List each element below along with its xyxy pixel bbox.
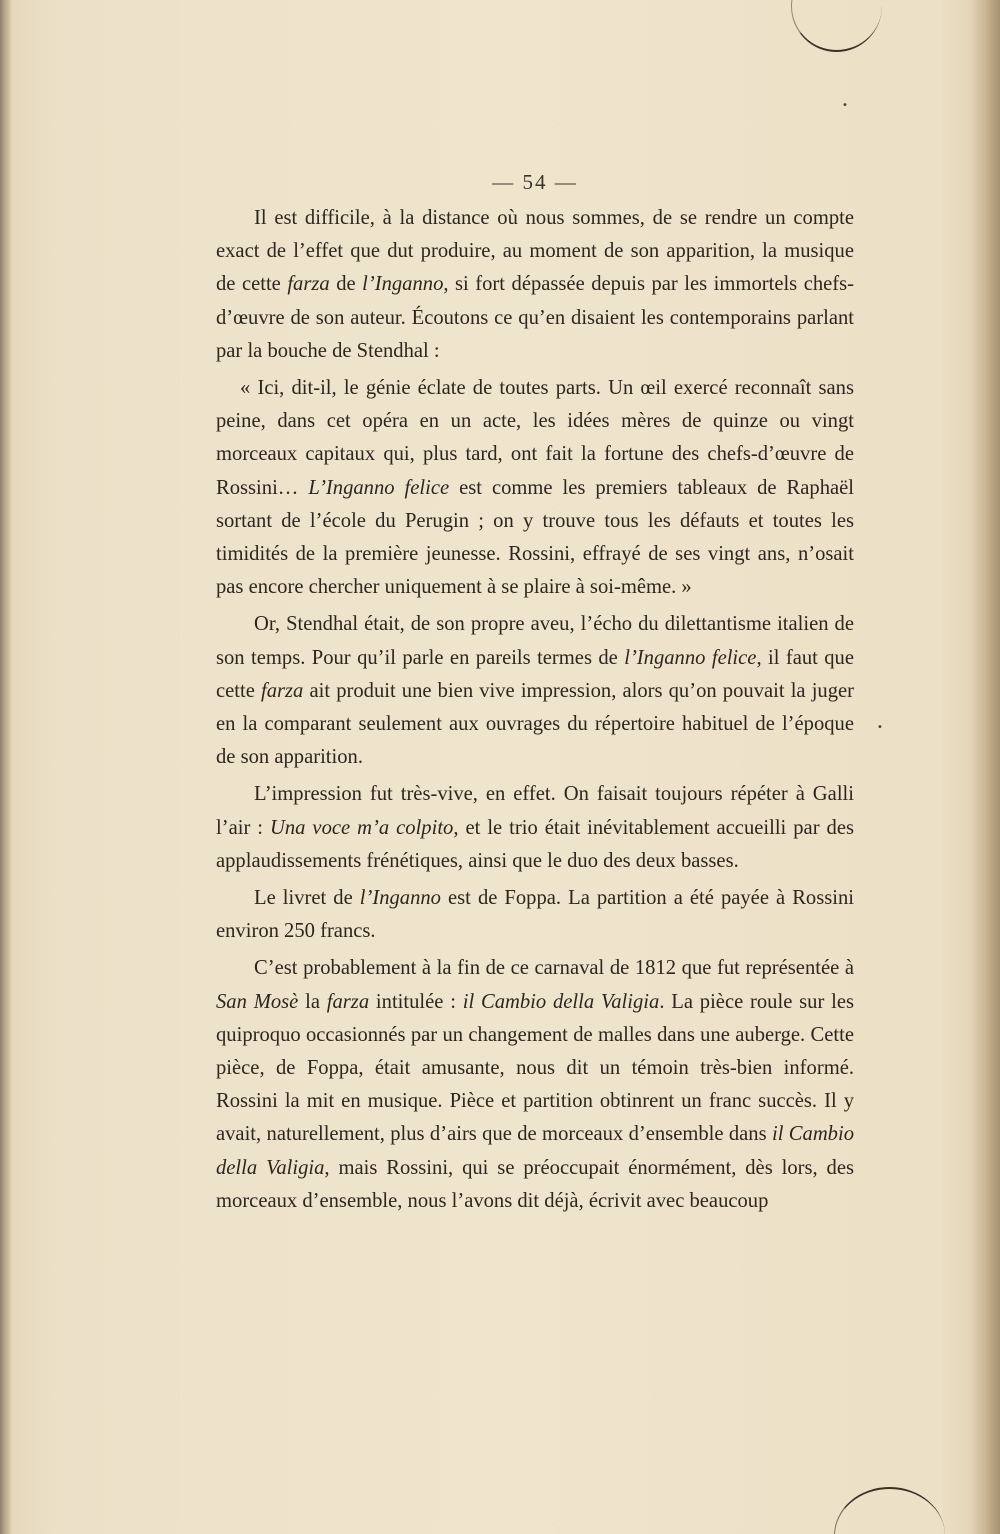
ink-speck: • [842,100,848,111]
text-run: , et le trio était inévitablement accueilli par des applaudissements frénétiques, ainsi que le duo des deux basses. [216,816,854,872]
text-run: , mais Rossini, qui se préoccupait énormément, dès lors, des morceaux d’ensemble, nous l’avons dit déjà, écrivit avec beaucoup [216,1156,854,1212]
text-run: est comme les premiers tableaux de Raphaël sortant de l’école du Perugin ; on y trouve tous les défauts et toutes les timidités de la première jeunesse. Rossini, effrayé de ses vingt ans, n’osait pas encore chercher uniquement à se plaire à soi-même. » [216,476,855,599]
paragraph [216,952,854,1218]
paragraph [216,882,854,948]
text-run: Il est difficile, à la distance où nous sommes, de se rendre un compte exact de l’effet que dut produire, au moment de son apparition, la musique de cette [216,207,854,296]
italic-title: L’Inganno felice [308,476,450,499]
text-run: C’est probablement à la fin de ce carnaval de 1812 que fut représentée à [254,957,854,980]
text-run: est de Foppa. La partition a été payée à Rossini environ 250 francs. [216,887,854,943]
italic-title: l’Inganno felice [624,646,757,669]
italic-title: San Mosè [216,990,299,1013]
italic-title: farza [287,273,330,296]
text-run: , si fort dépassée depuis par les immortels chefs-d’œuvre de son auteur. Écoutons ce qu’en disaient les contemporains parlant par la bouche de Stendhal : [216,273,855,362]
text-run: , il faut que cette [216,646,854,702]
paragraph [216,608,854,774]
ink-speck: • [877,722,883,733]
text-run: intitulée : [369,990,463,1013]
text-run: de [329,273,363,296]
paragraph [216,778,854,878]
page-number: — 54 — [492,170,578,194]
body-text [216,202,854,1222]
text-run: . La pièce roule sur les quiproquo occasionnés par un changement de malles dans une auberge. Cette pièce, de Foppa, était amusante, nous dit un témoin très-bien informé. Rossini la mit en musique. Pièce et partition obtinrent un franc succès. Il y avait, naturellement, plus d’airs que de morceaux d’ensemble dans [216,990,854,1146]
page-corner-curl-bottom [834,1487,945,1534]
italic-title: il Cambio della Valigia [462,990,660,1013]
paragraph [216,372,854,604]
italic-title: Una voce m’a colpito [269,816,454,839]
text-run: « Ici, dit-il, le génie éclate de toutes parts. Un œil exercé reconnaît sans peine, dans cet opéra en un acte, les idées mères de quinze ou vingt morceaux capitaux qui, plus tard, ont fait la fortune des chefs-d’œuvre de Rossini… [216,377,854,499]
italic-title: il Cambio della Valigia [216,1123,855,1179]
italic-title: l’Inganno [362,273,444,296]
text-run: Le livret de [254,887,360,910]
text-run: Or, Stendhal était, de son propre aveu, l’écho du dilettantisme italien de son temps. Pour qu’il parle en pareils termes de [216,613,854,669]
page-corner-curl-top [791,0,882,52]
italic-title: farza [261,679,304,702]
text-run: L’impression fut très-vive, en effet. On faisait toujours répéter à Galli l’air : [216,783,854,839]
paragraph [216,202,854,368]
text-run: ait produit une bien vive impression, alors qu’on pouvait la juger en la comparant seulement aux ouvrages du répertoire habituel de l’époque de son apparition. [216,679,855,769]
page-left-edge-shadow [0,0,12,1534]
text-run: la [298,990,327,1013]
italic-title: farza [326,990,370,1013]
page-gutter-shadow [970,0,1000,1534]
italic-title: l’Inganno [359,887,441,910]
